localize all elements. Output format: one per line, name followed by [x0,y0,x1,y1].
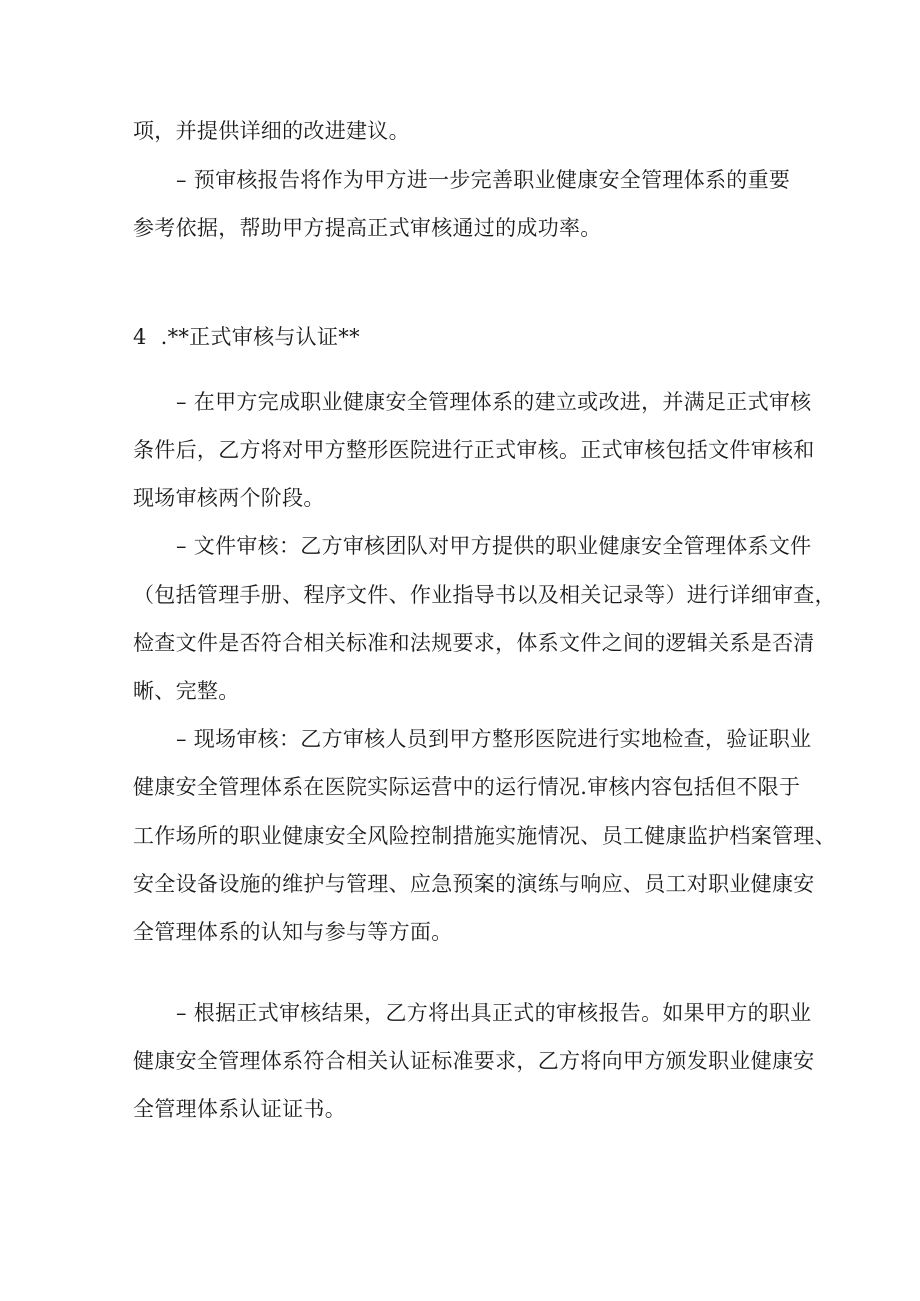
paragraph-line: – 现场审核：乙方审核人员到甲方整形医院进行实地检查，验证职业 [176,727,812,751]
paragraph-line: 现场审核两个阶段。 [133,486,325,510]
paragraph-line: 晰、完整。 [133,679,240,703]
paragraph-line: 全管理体系的认知与参与等方面。 [133,920,453,944]
paragraph-line: 健康安全管理体系符合相关认证标准要求，乙方将向甲方颁发职业健康安 [133,1049,815,1073]
paragraph-line: 检查文件是否符合相关标准和法规要求，体系文件之间的逻辑关系是否清 [133,631,815,655]
paragraph-line: – 在甲方完成职业健康安全管理体系的建立或改进，并满足正式审核 [176,390,812,414]
paragraph-line: 参考依据，帮助甲方提高正式审核通过的成功率。 [133,216,602,240]
section-heading: 4 .**正式审核与认证** [133,325,360,349]
paragraph-line: – 根据正式审核结果，乙方将出具正式的审核报告。如果甲方的职业 [176,1001,812,1025]
paragraph-line: 项，并提供详细的改进建议。 [133,119,410,143]
paragraph-line: 安全设备设施的维护与管理、应急预案的演练与响应、员工对职业健康安 [133,872,815,896]
paragraph-line: 条件后，乙方将对甲方整形医院进行正式审核。正式审核包括文件审核和 [133,438,815,462]
paragraph-line: （包括管理手册、程序文件、作业指导书以及相关记录等）进行详细审查， [133,583,836,607]
paragraph-line: – 预审核报告将作为甲方进一步完善职业健康安全管理体系的重要 [176,168,791,192]
paragraph-line: 健康安全管理体系在医院实际运营中的运行情况.审核内容包括但不限于 [133,775,801,799]
paragraph-line: – 文件审核：乙方审核团队对甲方提供的职业健康安全管理体系文件 [176,534,812,558]
paragraph-line: 工作场所的职业健康安全风险控制措施实施情况、员工健康监护档案管理、 [133,824,836,848]
paragraph-line: 全管理体系认证证书。 [133,1097,346,1121]
